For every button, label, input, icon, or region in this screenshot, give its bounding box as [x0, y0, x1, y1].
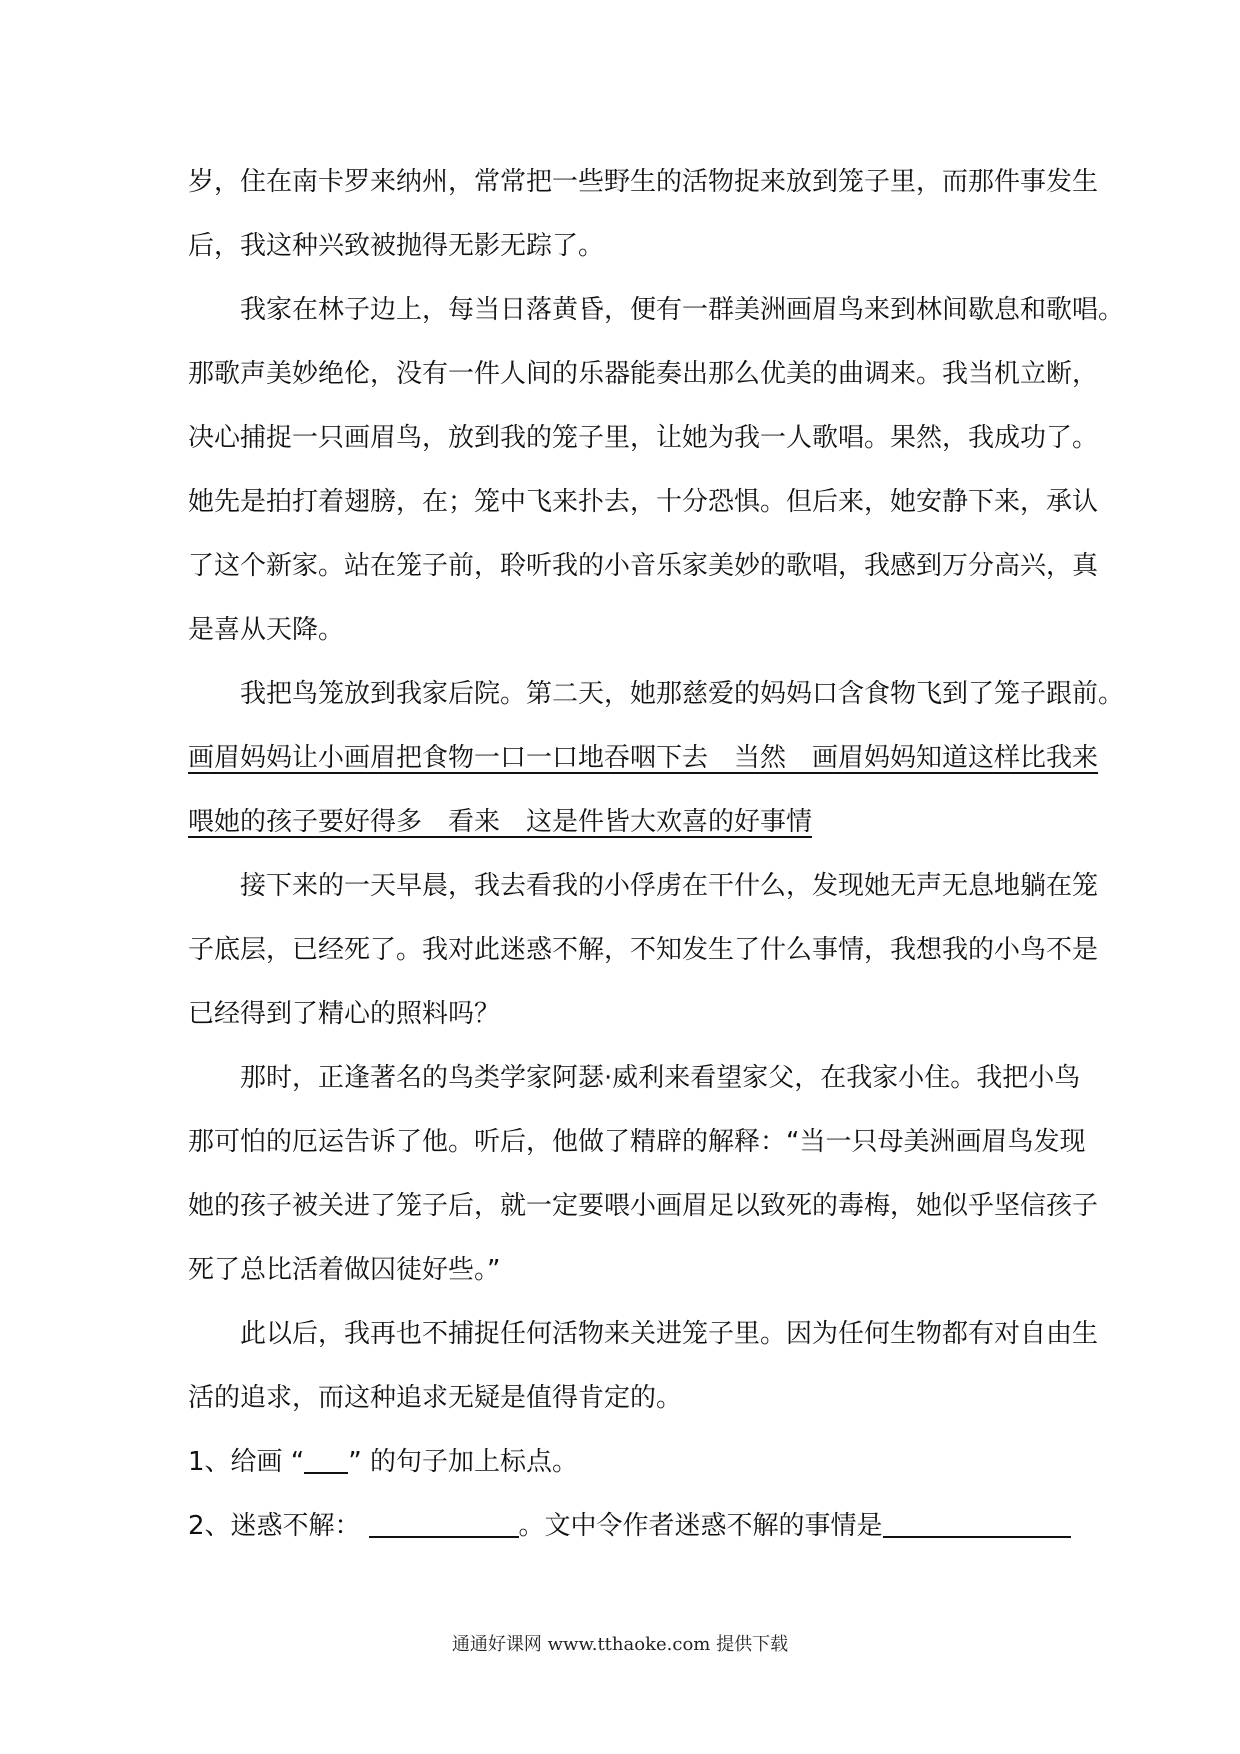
question-1-prefix: 1、给画 “	[188, 1447, 305, 1477]
paragraph-4-line-1: 接下来的一天早晨，我去看我的小俘虏在干什么，发现她无声无息地躺在笼	[240, 871, 1099, 901]
paragraph-2-line-6: 是喜从天降。	[188, 615, 345, 645]
page-footer: 通通好课网 www.tthaoke.com 提供下载	[451, 1634, 789, 1655]
paragraph-3-line-2	[188, 726, 1099, 790]
underlined-sentence-part-2: 喂她的孩子要好得多 看来 这是件皆大欢喜的好事情	[188, 807, 813, 837]
paragraph-4-line-2: 子底层，已经死了。我对此迷惑不解，不知发生了什么事情，我想我的小鸟不是	[188, 935, 1099, 965]
paragraph-5-line-1: 那时，正逢著名的鸟类学家阿瑟·威利来看望家父，在我家小住。我把小鸟	[240, 1063, 1081, 1093]
paragraph-5-line-4: 死了总比活着做囚徒好些。”	[188, 1255, 501, 1285]
paragraph-2-line-1: 我家在林子边上，每当日落黄昏，便有一群美洲画眉鸟来到林间歇息和歌唱。	[240, 295, 1125, 325]
paragraph-2-line-4: 她先是拍打着翅膀，在；笼中飞来扑去，十分恐惧。但后来，她安静下来，承认	[188, 487, 1099, 517]
paragraph-6-line-1: 此以后，我再也不捕捉任何活物来关进笼子里。因为任何生物都有对自由生	[240, 1319, 1099, 1349]
question-2-prefix: 2、迷惑不解：	[188, 1511, 361, 1541]
paragraph-1-line-1: 岁，住在南卡罗来纳州，常常把一些野生的活物捉来放到笼子里，而那件事发生	[188, 167, 1099, 197]
question-2	[188, 1494, 1060, 1558]
question-1-suffix: ” 的句子加上标点。	[348, 1447, 579, 1477]
paragraph-5-line-2: 那可怕的厄运告诉了他。听后，他做了精辟的解释：“当一只母美洲画眉鸟发现	[188, 1127, 1086, 1157]
question-2-answer-blank-1[interactable]	[369, 1506, 519, 1538]
document-body	[188, 150, 1125, 1558]
question-2-middle: 。文中令作者迷惑不解的事情是	[518, 1511, 883, 1541]
question-2-answer-blank-2[interactable]	[883, 1506, 1071, 1538]
paragraph-2-line-2: 那歌声美妙绝伦，没有一件人间的乐器能奏出那么优美的曲调来。我当机立断，	[188, 359, 1099, 389]
paragraph-3-line-3	[188, 790, 1060, 854]
paragraph-5-line-3: 她的孩子被关进了笼子后，就一定要喂小画眉足以致死的毒梅，她似乎坚信孩子	[188, 1191, 1099, 1221]
question-1-underline-sample	[304, 1442, 348, 1474]
paragraph-3-line-1: 我把鸟笼放到我家后院。第二天，她那慈爱的妈妈口含食物飞到了笼子跟前。	[240, 679, 1125, 709]
question-1	[188, 1430, 1060, 1494]
paragraph-4-line-3: 已经得到了精心的照料吗？	[188, 999, 501, 1029]
paragraph-6-line-2: 活的追求，而这种追求无疑是值得肯定的。	[188, 1383, 683, 1413]
paragraph-2-line-5: 了这个新家。站在笼子前，聆听我的小音乐家美妙的歌唱，我感到万分高兴，真	[188, 551, 1099, 581]
underlined-sentence-part-1: 画眉妈妈让小画眉把食物一口一口地吞咽下去 当然 画眉妈妈知道这样比我来	[188, 743, 1099, 773]
paragraph-1-line-2: 后，我这种兴致被抛得无影无踪了。	[188, 231, 605, 261]
paragraph-2-line-3: 决心捕捉一只画眉鸟，放到我的笼子里，让她为我一人歌唱。果然，我成功了。	[188, 423, 1099, 453]
